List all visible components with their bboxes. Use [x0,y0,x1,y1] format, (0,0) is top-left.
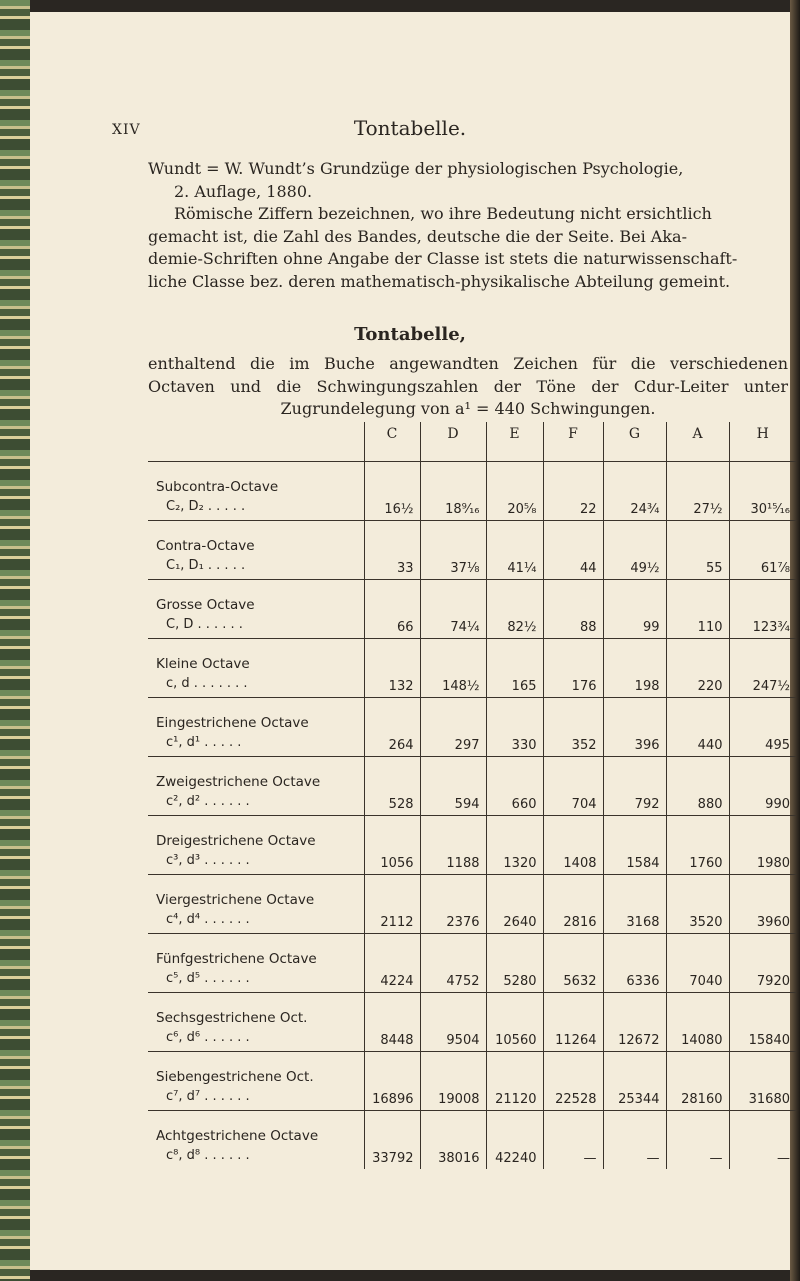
frequency-cell: 21120 [486,1052,543,1111]
frequency-cell: 8448 [364,993,420,1052]
table-row [148,757,796,816]
frequency-cell: 22 [543,462,603,521]
frequency-cell: 3960 [729,875,796,934]
frequency-cell: 55 [666,521,729,580]
book-binding-edge [0,0,30,1281]
frequency-cell: 24¾ [603,462,666,521]
frequency-cell: 99 [603,580,666,639]
octave-note-symbols: c⁴, d⁴ . . . . . . [166,912,250,927]
tone-table [148,422,796,1169]
frequency-cell: 82½ [486,580,543,639]
table-row [148,1111,796,1170]
notes-line-4: liche Classe bez. deren mathematisch-physikalische Abteilung gemeint. [148,271,731,291]
frequency-cell: 1760 [666,816,729,875]
frequency-cell: 4224 [364,934,420,993]
column-header: A [666,422,729,462]
octave-name: Siebengestrichene Oct. [156,1069,314,1085]
frequency-cell: 25344 [603,1052,666,1111]
notes-paragraph [148,203,788,293]
abbreviation-line-1: Wundt = W. Wundt’s Grundzüge der physiologischen Psychologie, [148,159,684,178]
frequency-cell: 1056 [364,816,420,875]
frequency-cell: 5632 [543,934,603,993]
frequency-cell: — [543,1111,603,1170]
table-row [148,462,796,521]
frequency-cell: 1320 [486,816,543,875]
frequency-cell: 880 [666,757,729,816]
frequency-cell: 42240 [486,1111,543,1170]
frequency-cell: 14080 [666,993,729,1052]
frequency-cell: 27½ [666,462,729,521]
frequency-cell: 110 [666,580,729,639]
frequency-cell: 3520 [666,875,729,934]
frequency-cell: 15840 [729,993,796,1052]
table-row [148,875,796,934]
octave-label-cell [148,521,364,580]
table-header-row [148,422,796,462]
frequency-cell: 792 [603,757,666,816]
octave-label-cell [148,934,364,993]
octave-name: Grosse Octave [156,597,255,613]
frequency-cell: 44 [543,521,603,580]
frequency-cell: 594 [420,757,486,816]
frequency-cell: 2816 [543,875,603,934]
frequency-cell: — [603,1111,666,1170]
notes-line-3: demie-Schriften ohne Angabe der Classe ist stets die naturwissenschaft- [148,249,738,268]
frequency-cell: 2112 [364,875,420,934]
frequency-cell: 16896 [364,1052,420,1111]
octave-note-symbols: c⁷, d⁷ . . . . . . [166,1089,250,1104]
abbreviation-line-2: 2. Auflage, 1880. [174,181,313,201]
frequency-cell: 3168 [603,875,666,934]
frequency-cell: 396 [603,698,666,757]
octave-name: Contra-Octave [156,538,255,554]
octave-label-cell [148,757,364,816]
octave-note-symbols: c³, d³ . . . . . . [166,853,250,868]
frequency-cell: 66 [364,580,420,639]
column-header: H [756,426,769,442]
column-header: E [486,422,543,462]
frequency-cell: 330 [486,698,543,757]
table-row [148,580,796,639]
table-body [148,462,796,1170]
table-intro-line-1: enthaltend die im Buche angewandten Zeichen für die verschiedenen [148,354,788,373]
frequency-cell: 990 [729,757,796,816]
octave-name: Viergestrichene Octave [156,892,315,908]
abbreviation-paragraph [148,158,788,203]
frequency-cell: 352 [543,698,603,757]
frequency-cell: 9504 [420,993,486,1052]
frequency-cell: 198 [603,639,666,698]
octave-note-symbols: C, D . . . . . . [166,617,243,632]
octave-name: Zweigestrichene Octave [156,774,321,790]
octave-name: Subcontra-Octave [156,479,279,495]
frequency-cell: 88 [543,580,603,639]
octave-name: Fünfgestrichene Octave [156,951,317,967]
page-header [30,116,790,146]
octave-note-symbols: c⁵, d⁵ . . . . . . [166,971,250,986]
frequency-cell: 660 [486,757,543,816]
frequency-cell: 440 [666,698,729,757]
frequency-cell: 30¹⁵⁄₁₆ [729,462,796,521]
frequency-cell: 6336 [603,934,666,993]
page-number: XIV [112,122,141,138]
octave-label-cell [148,875,364,934]
octave-label-cell [148,1052,364,1111]
frequency-cell: 49½ [603,521,666,580]
table-title: Tontabelle, [354,324,466,345]
table-row [148,993,796,1052]
octave-label-cell [148,993,364,1052]
frequency-cell: 247½ [729,639,796,698]
frequency-cell: 123¾ [729,580,796,639]
frequency-cell: 1584 [603,816,666,875]
frequency-cell: 74¼ [420,580,486,639]
frequency-cell: 38016 [420,1111,486,1170]
notes-line-1: Römische Ziffern bezeichnen, wo ihre Bedeutung nicht ersichtlich [174,204,712,223]
column-header: G [603,422,666,462]
octave-note-symbols: c⁸, d⁸ . . . . . . [166,1148,250,1163]
frequency-cell: 31680 [729,1052,796,1111]
octave-note-symbols: c², d² . . . . . . [166,794,250,809]
frequency-cell: 165 [486,639,543,698]
octave-name: Achtgestrichene Octave [156,1128,319,1144]
octave-name: Kleine Octave [156,656,250,672]
frequency-cell: 12672 [603,993,666,1052]
frequency-cell: 148½ [420,639,486,698]
frequency-cell: 176 [543,639,603,698]
octave-note-symbols: c, d . . . . . . . [166,676,248,691]
frequency-cell: 61⅞ [729,521,796,580]
frequency-cell: 18⁹⁄₁₆ [420,462,486,521]
running-title: Tontabelle. [353,116,467,140]
frequency-cell: 33 [364,521,420,580]
frequency-cell: 7040 [666,934,729,993]
notes-line-2: gemacht ist, die Zahl des Bandes, deutsche die der Seite. Bei Aka- [148,226,687,246]
frequency-cell: 19008 [420,1052,486,1111]
frequency-cell: 41¼ [486,521,543,580]
table-intro [148,353,788,421]
octave-label-cell [148,462,364,521]
frequency-cell: 132 [364,639,420,698]
frequency-cell: 2376 [420,875,486,934]
header-empty-cell [148,422,364,462]
frequency-cell: 704 [543,757,603,816]
frequency-cell: 7920 [729,934,796,993]
frequency-cell: 22528 [543,1052,603,1111]
table-row [148,698,796,757]
octave-name: Dreigestrichene Octave [156,833,316,849]
table-intro-line-2: Octaven und die Schwingungszahlen der Töne der Cdur-Leiter unter [148,376,788,396]
frequency-cell: — [729,1111,796,1170]
frequency-cell: 264 [364,698,420,757]
frequency-cell: 2640 [486,875,543,934]
octave-note-symbols: c⁶, d⁶ . . . . . . [166,1030,250,1045]
octave-name: Sechsgestrichene Oct. [156,1010,308,1026]
table-row [148,816,796,875]
table-intro-line-3: Zugrundelegung von a¹ = 440 Schwingungen. [280,399,656,418]
book-page [30,12,790,1270]
octave-label-cell [148,816,364,875]
octave-note-symbols: C₁, D₁ . . . . . [166,558,246,573]
table-row [148,521,796,580]
octave-note-symbols: C₂, D₂ . . . . . [166,499,246,514]
octave-name: Eingestrichene Octave [156,715,309,731]
frequency-cell: 20⁵⁄₈ [486,462,543,521]
frequency-cell: 28160 [666,1052,729,1111]
frequency-cell: 1188 [420,816,486,875]
frequency-cell: 33792 [364,1111,420,1170]
octave-label-cell [148,698,364,757]
octave-label-cell [148,639,364,698]
column-header: D [420,422,486,462]
frequency-cell: 1408 [543,816,603,875]
column-header: C [364,422,420,462]
table-row [148,639,796,698]
frequency-cell: 297 [420,698,486,757]
frequency-cell: 495 [729,698,796,757]
frequency-cell: 5280 [486,934,543,993]
octave-label-cell [148,1111,364,1170]
frequency-cell: 1980 [729,816,796,875]
frequency-cell: 528 [364,757,420,816]
table-row [148,1052,796,1111]
octave-note-symbols: c¹, d¹ . . . . . [166,735,242,750]
frequency-cell: 11264 [543,993,603,1052]
frequency-cell: 37⅛ [420,521,486,580]
column-header: F [543,422,603,462]
frequency-cell: 16½ [364,462,420,521]
frequency-cell: 10560 [486,993,543,1052]
frequency-cell: 4752 [420,934,486,993]
frequency-cell: — [666,1111,729,1170]
frequency-cell: 220 [666,639,729,698]
table-row [148,934,796,993]
octave-label-cell [148,580,364,639]
